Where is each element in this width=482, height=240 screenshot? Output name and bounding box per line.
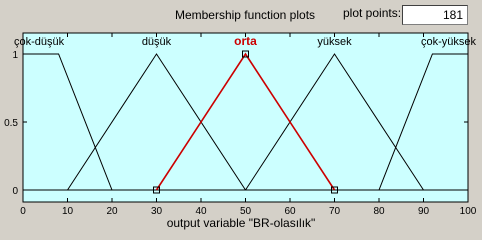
y-tick-label: 0: [12, 186, 18, 197]
x-tick-label: 80: [373, 206, 385, 217]
x-tick-label: 70: [328, 206, 341, 217]
x-tick-label: 50: [239, 206, 252, 217]
mf-label-çok-yüksek: çok-yüksek: [420, 36, 476, 48]
plot-area: [23, 33, 468, 202]
mf-label-çok-düşük: çok-düşük: [14, 36, 65, 48]
x-tick-label: 10: [61, 206, 74, 217]
x-tick-label: 30: [150, 206, 163, 217]
x-tick-label: 100: [459, 206, 477, 217]
x-tick-label: 40: [195, 206, 207, 217]
x-tick-label: 20: [106, 206, 118, 217]
plot-title: Membership function plots: [174, 8, 316, 22]
x-axis-label: output variable "BR-olasılık": [166, 216, 316, 230]
mf-label-yüksek: yüksek: [317, 36, 352, 48]
y-tick-label: 0.5: [4, 118, 18, 129]
x-tick-label: 90: [417, 206, 430, 217]
y-tick-label: 1: [12, 50, 18, 61]
x-tick-label: 0: [20, 206, 26, 217]
x-tick-label: 60: [284, 206, 296, 217]
mf-label-düşük: düşük: [141, 36, 172, 48]
mf-label-orta: orta: [234, 34, 257, 48]
plot-points-label: plot points:: [343, 6, 402, 20]
